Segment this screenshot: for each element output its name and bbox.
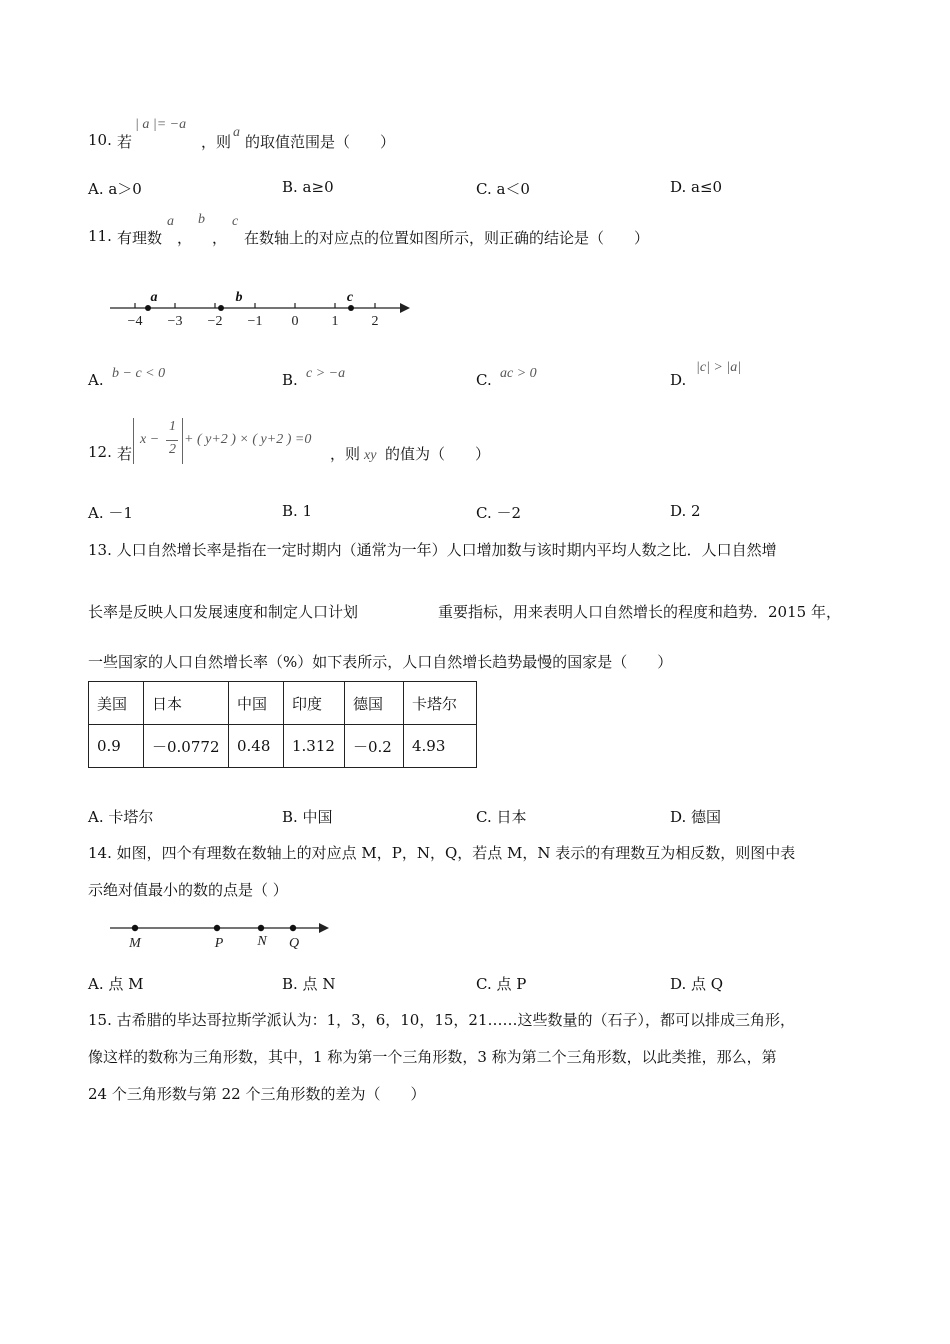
q15-line-3: 24 个三角形数与第 22 个三角形数的差为（ ） [88, 1085, 426, 1103]
point-m [132, 925, 138, 931]
q12-frac-bar [166, 440, 178, 441]
point-p [214, 925, 220, 931]
q12-number: 12. [88, 443, 112, 461]
q11-sep-1: ， [177, 229, 193, 247]
q11-option-c-math: ac > 0 [500, 366, 537, 381]
q14-number-line [105, 915, 340, 953]
point-a [145, 305, 151, 311]
axis-arrow-icon [400, 303, 410, 313]
table-row [89, 725, 477, 768]
q12-frac-den: 2 [169, 442, 176, 457]
q12-math-x: x − [140, 432, 160, 447]
q11-var-a: a [167, 214, 174, 229]
q14-option-b: B. 点 N [282, 975, 336, 993]
q12-suffix: 的值为（ ） [385, 445, 491, 463]
q12-frac-num: 1 [169, 419, 176, 434]
q13-option-a: A. 卡塔尔 [88, 808, 154, 826]
q10-number: 10. [88, 131, 112, 149]
q13-line-1: 13. 人口自然增长率是指在一定时期内（通常为一年）人口增加数与该时期内平均人数之比．人口自然增 [88, 541, 777, 559]
tick-label: 2 [371, 314, 379, 329]
q10-suffix: 的取值范围是（ ） [245, 133, 396, 151]
point-c [348, 305, 354, 311]
q10-variable: a [233, 125, 240, 140]
tick-label: −3 [167, 314, 183, 329]
q12-option-c: C. －2 [476, 504, 522, 522]
table-cell: －0.2 [345, 725, 404, 768]
q13-line-2b: 重要指标，用来表明人口自然增长的程度和趋势．2015 年， [438, 603, 841, 621]
table-cell: 中国 [229, 682, 284, 725]
q11-sep-2: ， [212, 229, 228, 247]
q11-prefix: 有理数 [117, 229, 163, 247]
q11-option-b-label: B. [282, 371, 298, 389]
tick-label: −1 [247, 314, 263, 329]
q11-option-a-label: A. [88, 371, 104, 389]
table-cell: 美国 [89, 682, 144, 725]
q12-option-b: B. 1 [282, 502, 313, 520]
q11-option-d-label: D. [670, 371, 687, 389]
point-m-label: M [129, 936, 141, 951]
point-q-label: Q [288, 936, 300, 951]
q12-abs-bars [133, 418, 183, 464]
point-b-label: b [235, 290, 243, 305]
q14-option-d: D. 点 Q [670, 975, 724, 993]
q12-prefix: 若 [117, 445, 133, 463]
q13-line-2a: 长率是反映人口发展速度和制定人口计划 [88, 603, 359, 621]
table-cell: 4.93 [404, 725, 477, 768]
table-cell: 0.48 [229, 725, 284, 768]
q11-var-b: b [198, 212, 205, 227]
table-cell: 0.9 [89, 725, 144, 768]
q13-option-c: C. 日本 [476, 808, 527, 826]
q14-option-a: A. 点 M [88, 975, 144, 993]
q11-option-d-math: |c| > |a| [696, 360, 742, 375]
q14-line-2: 示绝对值最小的数的点是（ ） [88, 881, 288, 899]
point-a-label: a [150, 290, 158, 305]
q11-number-line [100, 285, 420, 330]
q12-option-d: D. 2 [670, 502, 701, 520]
point-p-label: P [214, 936, 224, 951]
q11-var-c: c [232, 214, 239, 229]
q13-data-table [88, 681, 477, 768]
point-q [290, 925, 296, 931]
q14-option-c: C. 点 P [476, 975, 527, 993]
q11-number: 11. [88, 227, 112, 245]
point-n-label: N [257, 934, 267, 949]
point-n [258, 925, 264, 931]
q15-line-1: 15. 古希腊的毕达哥拉斯学派认为：1，3，6，10，15，21……这些数量的（石子），都可以排成三角形， [88, 1011, 796, 1029]
q12-middle: ，则 [330, 445, 361, 463]
q14-line-1: 14. 如图，四个有理数在数轴上的对应点 M，P，N，Q，若点 M，N 表示的有理数互为相反数，则图中表 [88, 844, 796, 862]
q10-option-c: C. a＜0 [476, 180, 530, 198]
q12-math-rest: + ( y+2 ) × ( y+2 ) =0 [184, 432, 312, 447]
tick-label: −2 [207, 314, 223, 329]
q13-option-b: B. 中国 [282, 808, 333, 826]
q13-option-d: D. 德国 [670, 808, 722, 826]
q10-option-d: D. a≤0 [670, 178, 723, 196]
table-cell: －0.0772 [144, 725, 229, 768]
q10-option-b: B. a≥0 [282, 178, 334, 196]
q10-math-abs: | a |= −a [135, 117, 187, 132]
q11-option-b-math: c > −a [306, 366, 346, 381]
q15-line-2: 像这样的数称为三角形数，其中，1 称为第一个三角形数，3 称为第二个三角形数，以此类推，那么，第 [88, 1048, 777, 1066]
q12-variable: xy [364, 448, 377, 463]
tick-label: 0 [291, 314, 299, 329]
point-c-label: c [346, 290, 354, 305]
table-cell: 1.312 [284, 725, 345, 768]
table-cell: 日本 [144, 682, 229, 725]
tick-label: 1 [331, 314, 339, 329]
table-cell: 德国 [345, 682, 404, 725]
q10-option-a: A. a＞0 [88, 180, 142, 198]
q10-middle: ，则 [201, 133, 232, 151]
q13-line-3: 一些国家的人口自然增长率（%）如下表所示，人口自然增长趋势最慢的国家是（ ） [88, 653, 673, 671]
q10-prefix: 若 [117, 133, 133, 151]
q11-option-c-label: C. [476, 371, 492, 389]
point-b [218, 305, 224, 311]
tick-label: −4 [127, 314, 143, 329]
table-cell: 卡塔尔 [404, 682, 477, 725]
axis-arrow-icon [319, 923, 329, 933]
table-cell: 印度 [284, 682, 345, 725]
q12-option-a: A. －1 [88, 504, 133, 522]
q11-suffix: 在数轴上的对应点的位置如图所示，则正确的结论是（ ） [244, 229, 650, 247]
q11-option-a-math: b − c < 0 [112, 366, 166, 381]
table-header-row [89, 682, 477, 725]
